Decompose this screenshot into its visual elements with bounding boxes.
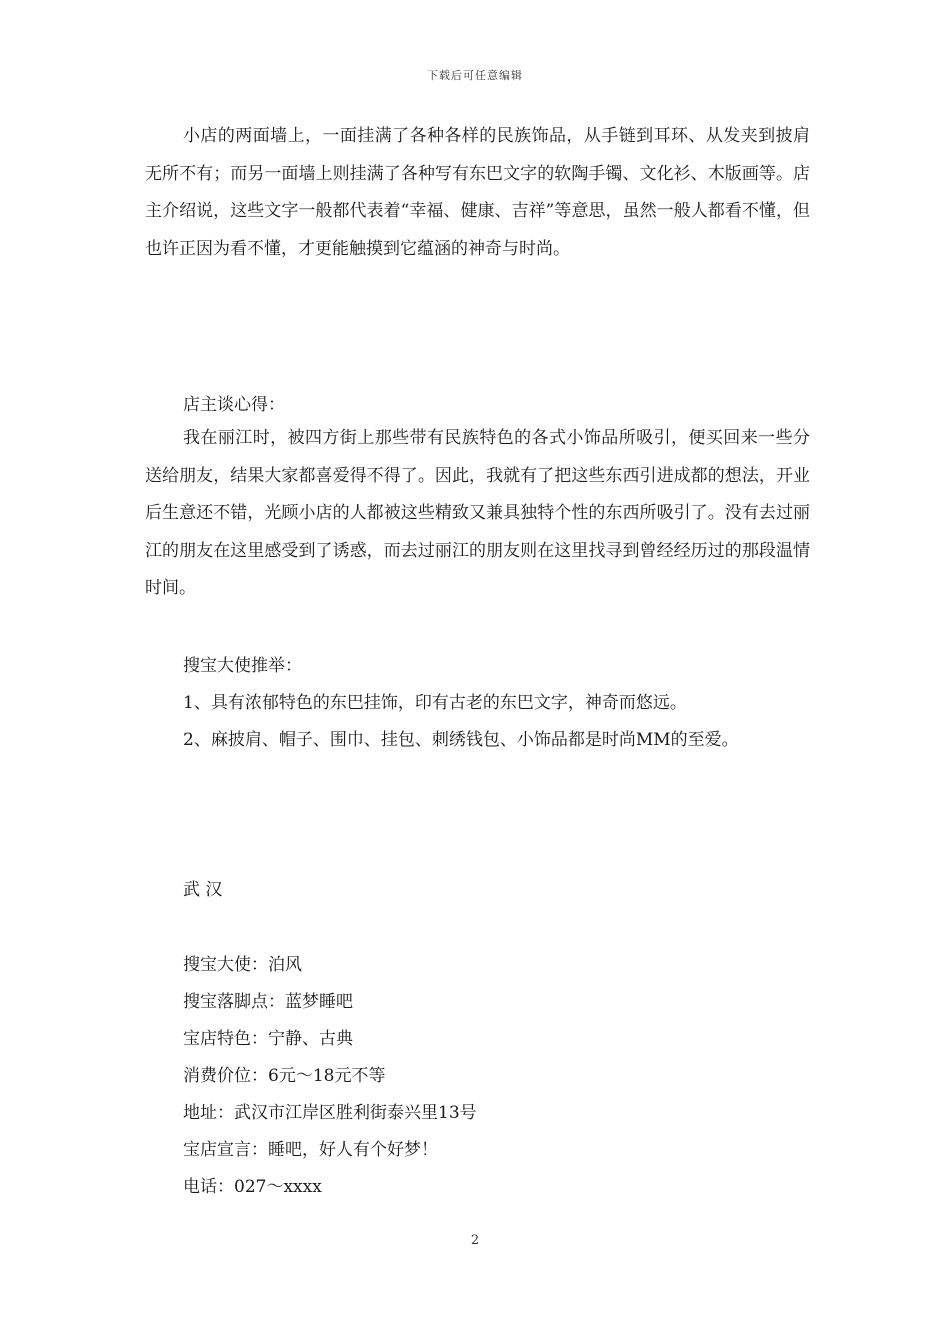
paragraph-shop-walls: 小店的两面墙上，一面挂满了各种各样的民族饰品，从手链到耳环、从发夹到披肩无所不有；而另一面墙上则挂满了各种写有东巴文字的软陶手镯、文化衫、木版画等。店主介绍说，这些文字一般都代表着“幸福、健康、吉祥”等意思，虽然一般人都看不懂，但也许正因为看不懂，才更能触摸到它蕴涵的神奇与时尚。 xyxy=(145,126,810,259)
recommend-item: 1、具有浓郁特色的东巴挂饰，印有古老的东巴文字，神奇而悠远。 xyxy=(183,693,687,713)
shop-info-ambassador: 搜宝大使：泊风 xyxy=(183,955,302,975)
shop-info-address: 地址：武汉市江岸区胜利街泰兴里13号 xyxy=(183,1103,477,1123)
shop-info-feature: 宝店特色：宁静、古典 xyxy=(183,1029,353,1049)
city-heading: 武 汉 xyxy=(183,880,223,900)
shop-info-location: 搜宝落脚点：蓝梦睡吧 xyxy=(183,992,353,1012)
shop-info-slogan: 宝店宣言：睡吧，好人有个好梦！ xyxy=(183,1140,438,1160)
page-header: 下载后可任意编辑 xyxy=(427,69,523,82)
recommend-heading: 搜宝大使推举： xyxy=(183,656,302,676)
page-number: 2 xyxy=(470,1233,480,1248)
shop-info-phone: 电话：027～xxxx xyxy=(183,1177,322,1197)
shop-info-price: 消费价位：6元～18元不等 xyxy=(183,1066,386,1086)
recommend-item: 2、麻披肩、帽子、围巾、挂包、刺绣钱包、小饰品都是时尚MM的至爱。 xyxy=(183,730,739,750)
paragraph-owner-story: 我在丽江时，被四方街上那些带有民族特色的各式小饰品所吸引，便买回来一些分送给朋友，结果大家都喜爱得不得了。因此，我就有了把这些东西引进成都的想法，开业后生意还不错，光顾小店的人都被这些精致又兼具独特个性的东西所吸引了。没有去过丽江的朋友在这里感受到了诱惑，而去过丽江的朋友则在这里找寻到曾经经历过的那段温情时间。 xyxy=(145,428,810,598)
owner-heading: 店主谈心得： xyxy=(183,395,285,415)
